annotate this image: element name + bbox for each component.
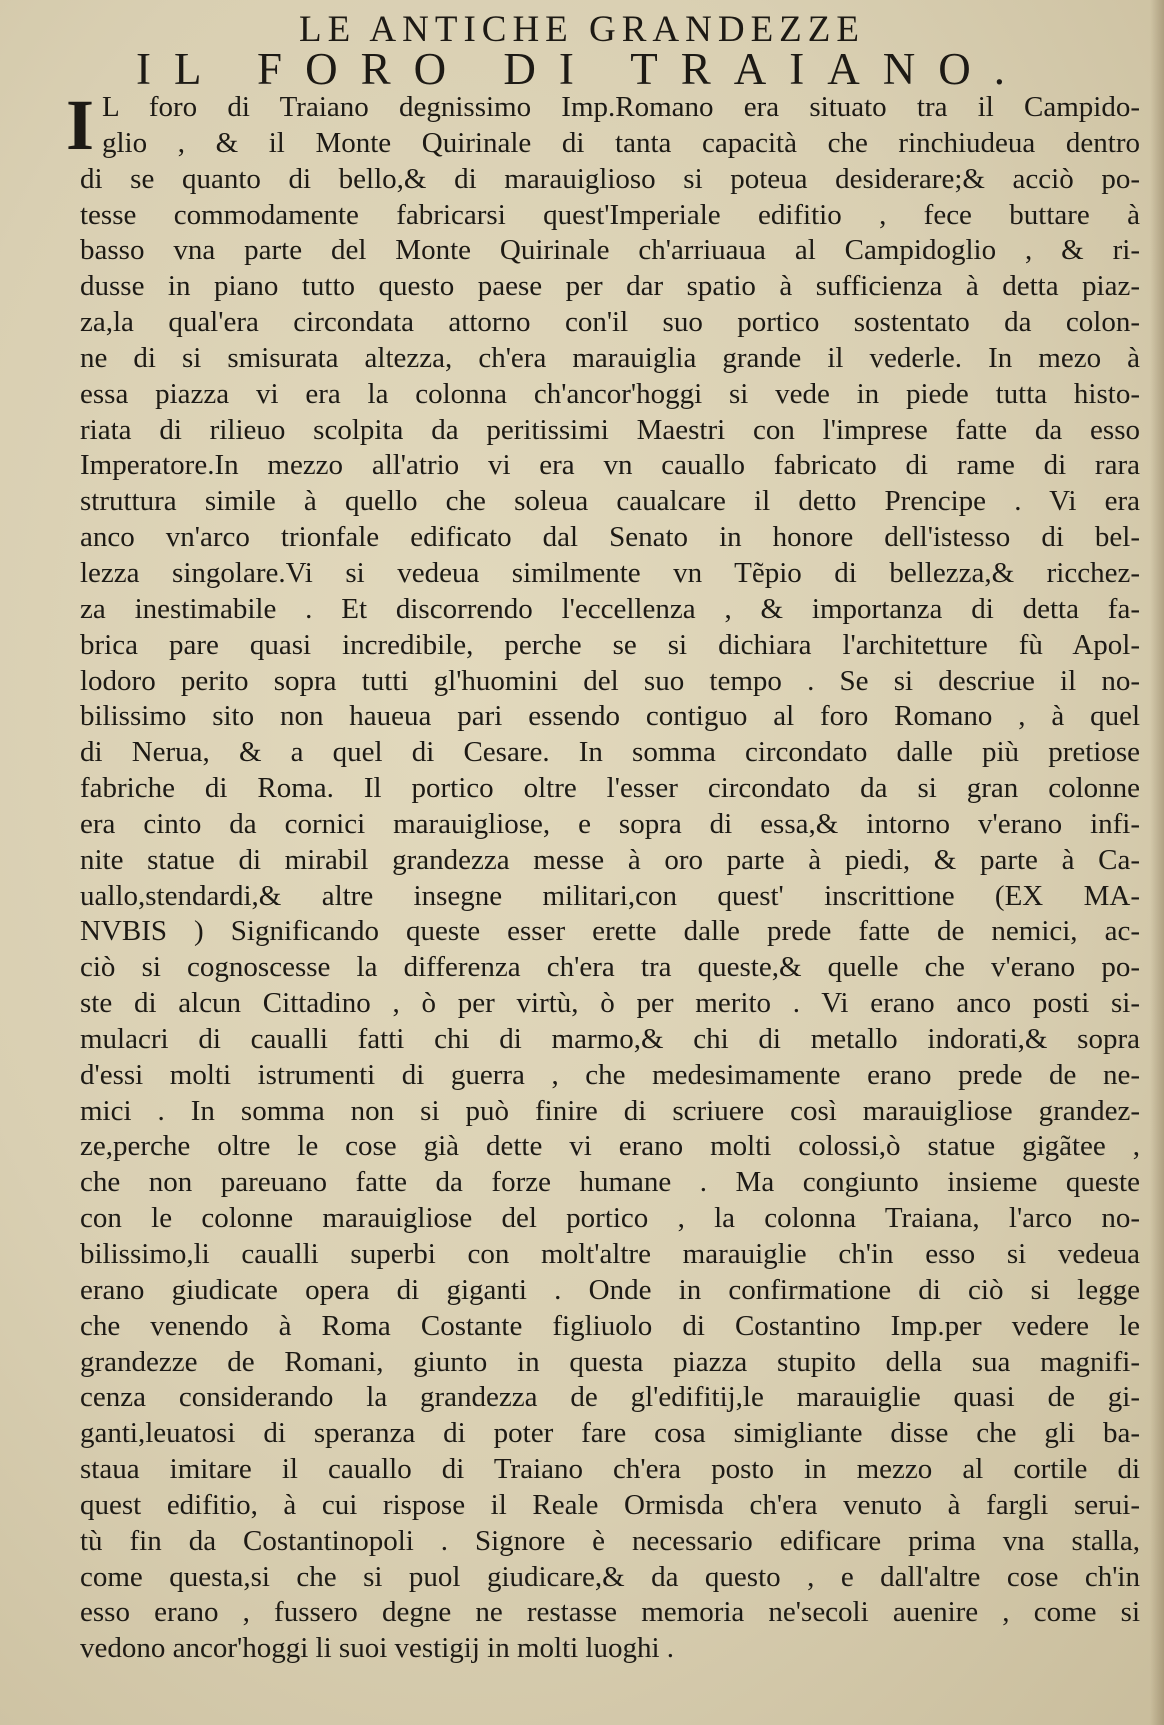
text-line: essa piazza vi era la colonna ch'ancor'hoggi si vede in piede tutta histo-	[80, 377, 1140, 410]
text-line: erano giudicate opera di giganti . Onde in confirmatione di ciò si legge	[80, 1273, 1140, 1306]
text-line: come questa,si che si puol giudicare,& da questo , e dall'altre cose ch'in	[80, 1560, 1140, 1593]
text-line: glio , & il Monte Quirinale di tanta capacità che rinchiudeua dentro	[102, 126, 1140, 159]
text-line: anco vn'arco trionfale edificato dal Senato in honore dell'istesso di bel-	[80, 521, 1140, 554]
text-line: ste di alcun Cittadino , ò per virtù, ò per merito . Vi erano anco posti si-	[80, 987, 1140, 1020]
page-edge-shadow	[1150, 0, 1164, 1725]
text-line: basso vna parte del Monte Quirinale ch'arriuaua al Campidoglio , & ri-	[80, 234, 1140, 267]
text-line: lezza singolare.Vi si vedeua similmente vn Tẽpio di bellezza,& ricchez-	[80, 556, 1140, 589]
text-line: cenza considerando la grandezza de gl'edifitij,le marauiglie quasi de gi-	[80, 1381, 1140, 1414]
text-line: ganti,leuatosi di speranza di poter fare cosa simigliante disse che gli ba-	[80, 1417, 1140, 1450]
body-text	[66, 85, 1140, 1667]
text-lines	[80, 90, 1140, 1667]
text-line: riata di rilieuo scolpita da peritissimi Maestri con l'imprese fatte da esso	[80, 413, 1140, 446]
text-line: tù fin da Costantinopoli . Signore è necessario edificare prima vna stalla,	[80, 1524, 1140, 1557]
text-line: esso erano , fussero degne ne restasse memoria ne'secoli auenire , come si	[80, 1596, 1140, 1629]
drop-cap: I	[66, 85, 95, 165]
text-line: lodoro perito sopra tutti gl'huomini del suo tempo . Se si descriue il no-	[80, 664, 1140, 697]
running-head: LE ANTICHE GRANDEZZE	[299, 9, 865, 50]
text-line: tesse commodamente fabricarsi quest'Imperiale edifitio , fece buttare à	[80, 198, 1140, 231]
text-line: bilissimo sito non haueua pari essendo contiguo al foro Romano , à quel	[80, 700, 1140, 733]
text-line: Imperatore.In mezzo all'atrio vi era vn cauallo fabricato di rame di rara	[80, 449, 1140, 482]
text-line: struttura simile à quello che soleua caualcare il detto Prencipe . Vi era	[80, 485, 1140, 518]
text-line: ciò si cognoscesse la differenza ch'era tra queste,& quelle che v'erano po-	[80, 951, 1140, 984]
text-line: mici . In somma non si può finire di scriuere così marauigliose grandez-	[80, 1094, 1140, 1127]
text-line: ne di si smisurata altezza, ch'era marauiglia grande il vederle. In mezo à	[80, 341, 1140, 374]
text-line: che venendo à Roma Costante figliuolo di Costantino Imp.per vedere le	[80, 1309, 1140, 1342]
text-line: con le colonne marauigliose del portico , la colonna Traiana, l'arco no-	[80, 1202, 1140, 1235]
text-line: NVBIS ) Significando queste esser erette dalle prede fatte de nemici, ac-	[80, 915, 1140, 948]
text-line: era cinto da cornici marauigliose, e sopra di essa,& intorno v'erano infi-	[80, 807, 1140, 840]
text-line: fabriche di Roma. Il portico oltre l'esser circondato da si gran colonne	[80, 772, 1140, 805]
text-line: L foro di Traiano degnissimo Imp.Romano era situato tra il Campido-	[102, 91, 1140, 123]
chapter-title: IL FORO DI TRAIANO.	[136, 44, 1028, 94]
text-line: vedono ancor'hoggi li suoi vestigij in molti luoghi .	[80, 1632, 675, 1665]
text-line: che non pareuano fatte da forze humane . Ma congiunto insieme queste	[80, 1166, 1140, 1199]
text-line: za,la qual'era circondata attorno con'il suo portico sostentato da colon-	[80, 306, 1140, 339]
text-line: bilissimo,li caualli superbi con molt'altre marauiglie ch'in esso si vedeua	[80, 1238, 1140, 1270]
text-line: ze,perche oltre le cose già dette vi erano molti colossi,ò statue gigãtee ,	[80, 1130, 1140, 1163]
text-line: d'essi molti istrumenti di guerra , che medesimamente erano prede de ne-	[80, 1058, 1140, 1091]
text-line: brica pare quasi incredibile, perche se si dichiara l'architetture fù Apol-	[80, 628, 1140, 661]
text-line: grandezze de Romani, giunto in questa piazza stupito della sua magnifi-	[80, 1345, 1140, 1378]
text-line: di Nerua, & a quel di Cesare. In somma circondato dalle più pretiose	[80, 736, 1140, 769]
text-line: quest edifitio, à cui rispose il Reale Ormisda ch'era venuto à fargli serui-	[80, 1488, 1140, 1521]
text-line: di se quanto di bello,& di marauiglioso si poteua desiderare;& acciò po-	[80, 162, 1140, 195]
text-line: uallo,stendardi,& altre insegne militari,con quest' inscrittione (EX MA-	[80, 879, 1140, 912]
text-line: dusse in piano tutto questo paese per dar spatio à sufficienza à detta piaz-	[80, 270, 1140, 303]
text-line: za inestimabile . Et discorrendo l'eccellenza , & importanza di detta fa-	[80, 592, 1140, 625]
text-line: mulacri di caualli fatti chi di marmo,& chi di metallo indorati,& sopra	[80, 1022, 1140, 1055]
text-line: nite statue di mirabil grandezza messe à oro parte à piedi, & parte à Ca-	[80, 843, 1140, 876]
text-line: staua imitare il cauallo di Traiano ch'era posto in mezzo al cortile di	[80, 1453, 1140, 1486]
